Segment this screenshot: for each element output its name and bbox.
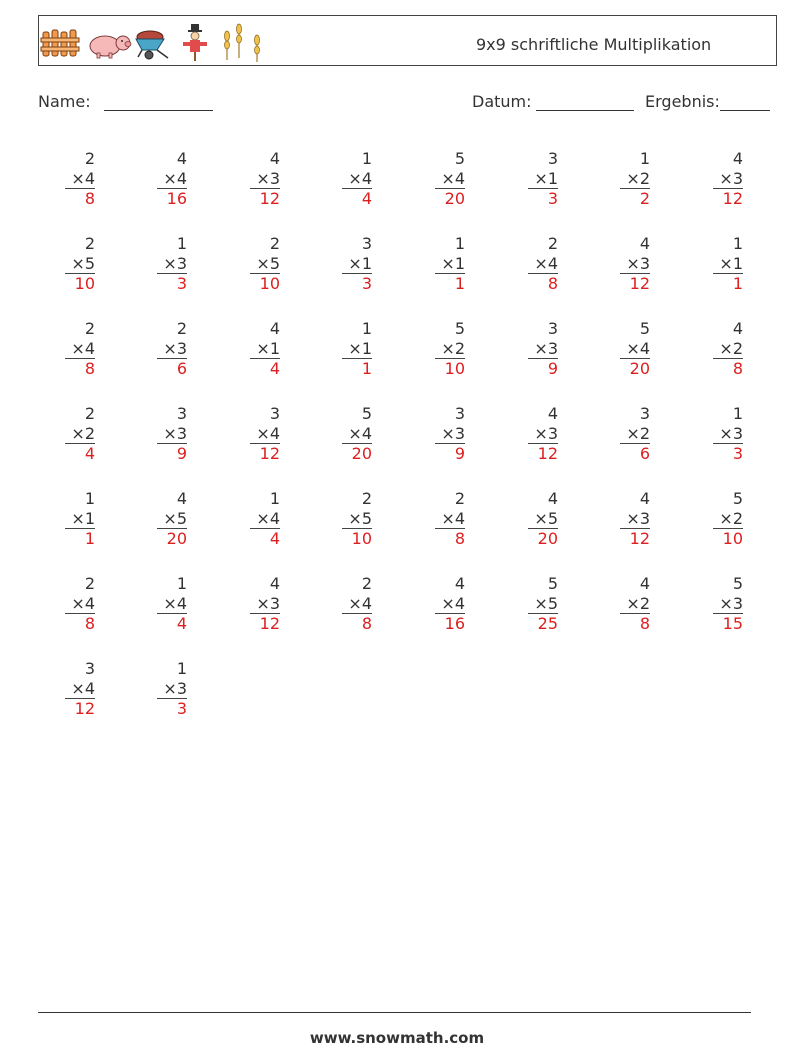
- problem-factor-b: ×2: [626, 423, 650, 443]
- problem-9: [65, 234, 95, 293]
- problem-38: [528, 489, 558, 548]
- problem-answer: 8: [65, 613, 95, 633]
- problem-factor-b: ×3: [163, 253, 187, 273]
- problem-41: [65, 574, 95, 633]
- problem-34: [157, 489, 187, 548]
- problem-factor-a: 4: [269, 574, 280, 593]
- problem-answer: 12: [65, 698, 95, 718]
- problem-factor-a: 1: [176, 574, 187, 593]
- problem-33: [65, 489, 95, 548]
- problem-answer: 10: [65, 273, 95, 293]
- problem-factor-b: ×3: [534, 338, 558, 358]
- problem-factor-a: 5: [454, 319, 465, 338]
- problem-factor-a: 5: [454, 149, 465, 168]
- problem-answer: 10: [342, 528, 372, 548]
- problem-factor-b: ×3: [163, 678, 187, 698]
- problem-answer: 1: [342, 358, 372, 378]
- problem-35: [250, 489, 280, 548]
- problem-factor-b: ×3: [534, 423, 558, 443]
- problem-factor-b: ×2: [626, 168, 650, 188]
- problem-answer: 9: [435, 443, 465, 463]
- problem-answer: 4: [157, 613, 187, 633]
- problem-factor-a: 5: [547, 574, 558, 593]
- problem-answer: 12: [250, 443, 280, 463]
- problem-factor-b: ×5: [348, 508, 372, 528]
- problem-1: [65, 149, 95, 208]
- problem-factor-a: 2: [454, 489, 465, 508]
- problem-answer: 15: [713, 613, 743, 633]
- problem-answer: 3: [342, 273, 372, 293]
- problem-factor-b: ×5: [71, 253, 95, 273]
- wheelbarrow-icon: [136, 31, 168, 59]
- problem-answer: 1: [435, 273, 465, 293]
- problem-factor-b: ×2: [626, 593, 650, 613]
- problem-factor-b: ×1: [534, 168, 558, 188]
- problem-factor-b: ×4: [71, 338, 95, 358]
- problem-answer: 4: [65, 443, 95, 463]
- problem-answer: 8: [620, 613, 650, 633]
- problem-42: [157, 574, 187, 633]
- problem-factor-b: ×1: [256, 338, 280, 358]
- problem-31: [620, 404, 650, 463]
- problem-6: [528, 149, 558, 208]
- problem-answer: 20: [435, 188, 465, 208]
- problem-29: [435, 404, 465, 463]
- problem-answer: 9: [157, 443, 187, 463]
- problem-factor-b: ×3: [719, 423, 743, 443]
- result-field[interactable]: [720, 110, 770, 111]
- problem-16: [713, 234, 743, 293]
- problem-answer: 16: [157, 188, 187, 208]
- problem-factor-b: ×3: [441, 423, 465, 443]
- problem-44: [342, 574, 372, 633]
- scarecrow-icon: [183, 24, 207, 61]
- problem-answer: 12: [250, 613, 280, 633]
- problem-15: [620, 234, 650, 293]
- problem-13: [435, 234, 465, 293]
- problem-factor-b: ×3: [626, 508, 650, 528]
- problem-factor-b: ×4: [441, 168, 465, 188]
- problem-factor-a: 1: [176, 659, 187, 678]
- problem-factor-a: 2: [361, 574, 372, 593]
- problem-32: [713, 404, 743, 463]
- problem-factor-b: ×4: [163, 593, 187, 613]
- problem-factor-b: ×3: [256, 593, 280, 613]
- name-field[interactable]: [104, 110, 213, 111]
- header-icons: [39, 20, 269, 62]
- problem-factor-b: ×4: [441, 593, 465, 613]
- problem-factor-a: 3: [454, 404, 465, 423]
- problem-answer: 20: [157, 528, 187, 548]
- wheat-icon: [225, 24, 260, 62]
- date-label: Datum:: [472, 92, 532, 111]
- problem-factor-a: 4: [639, 574, 650, 593]
- problem-factor-a: 2: [84, 574, 95, 593]
- problem-answer: 12: [250, 188, 280, 208]
- problem-answer: 8: [435, 528, 465, 548]
- problem-factor-b: ×4: [71, 678, 95, 698]
- problem-factor-a: 5: [732, 489, 743, 508]
- problem-37: [435, 489, 465, 548]
- problem-factor-b: ×4: [256, 423, 280, 443]
- problem-factor-b: ×4: [256, 508, 280, 528]
- problem-factor-b: ×2: [71, 423, 95, 443]
- problem-factor-a: 4: [732, 319, 743, 338]
- problem-factor-b: ×3: [163, 423, 187, 443]
- problem-26: [157, 404, 187, 463]
- problem-factor-a: 1: [269, 489, 280, 508]
- problem-factor-a: 1: [361, 149, 372, 168]
- problem-factor-a: 3: [547, 319, 558, 338]
- problem-answer: 2: [620, 188, 650, 208]
- problem-factor-a: 4: [547, 489, 558, 508]
- problem-19: [250, 319, 280, 378]
- problem-21: [435, 319, 465, 378]
- problem-answer: 3: [157, 273, 187, 293]
- problem-3: [250, 149, 280, 208]
- problem-39: [620, 489, 650, 548]
- problem-factor-b: ×1: [348, 338, 372, 358]
- problem-answer: 4: [250, 358, 280, 378]
- problem-14: [528, 234, 558, 293]
- problem-factor-a: 3: [176, 404, 187, 423]
- problem-factor-b: ×1: [719, 253, 743, 273]
- problem-factor-a: 4: [176, 149, 187, 168]
- problem-20: [342, 319, 372, 378]
- problem-30: [528, 404, 558, 463]
- problem-answer: 3: [528, 188, 558, 208]
- problem-7: [620, 149, 650, 208]
- problem-8: [713, 149, 743, 208]
- problem-factor-a: 3: [84, 659, 95, 678]
- problem-answer: 16: [435, 613, 465, 633]
- problem-factor-a: 5: [361, 404, 372, 423]
- problem-5: [435, 149, 465, 208]
- problem-answer: 4: [342, 188, 372, 208]
- problem-17: [65, 319, 95, 378]
- problem-factor-b: ×2: [441, 338, 465, 358]
- problem-factor-a: 3: [639, 404, 650, 423]
- problem-factor-a: 1: [84, 489, 95, 508]
- problem-factor-b: ×3: [163, 338, 187, 358]
- problem-factor-a: 4: [639, 234, 650, 253]
- problem-factor-b: ×1: [348, 253, 372, 273]
- footer-site: www.snowmath.com: [309, 1029, 485, 1047]
- problem-factor-a: 2: [84, 404, 95, 423]
- problem-factor-a: 2: [269, 234, 280, 253]
- problem-4: [342, 149, 372, 208]
- problem-factor-b: ×4: [534, 253, 558, 273]
- problem-10: [157, 234, 187, 293]
- problem-factor-b: ×4: [348, 593, 372, 613]
- problem-answer: 20: [342, 443, 372, 463]
- name-label: Name:: [38, 92, 91, 111]
- problem-answer: 10: [435, 358, 465, 378]
- footer-divider: [38, 1012, 751, 1013]
- problem-answer: 25: [528, 613, 558, 633]
- date-field[interactable]: [536, 110, 634, 111]
- problem-factor-a: 5: [639, 319, 650, 338]
- problem-22: [528, 319, 558, 378]
- problem-factor-a: 1: [732, 404, 743, 423]
- problem-factor-b: ×1: [441, 253, 465, 273]
- problem-factor-a: 1: [732, 234, 743, 253]
- problem-43: [250, 574, 280, 633]
- problem-factor-a: 5: [732, 574, 743, 593]
- problem-answer: 12: [713, 188, 743, 208]
- problem-18: [157, 319, 187, 378]
- problem-factor-a: 4: [454, 574, 465, 593]
- problem-answer: 4: [250, 528, 280, 548]
- problem-45: [435, 574, 465, 633]
- problem-answer: 1: [65, 528, 95, 548]
- problem-answer: 8: [65, 188, 95, 208]
- problem-12: [342, 234, 372, 293]
- problem-factor-b: ×3: [626, 253, 650, 273]
- problem-factor-a: 1: [361, 319, 372, 338]
- problem-factor-a: 4: [269, 149, 280, 168]
- problem-factor-b: ×4: [626, 338, 650, 358]
- problem-factor-b: ×3: [719, 168, 743, 188]
- problem-48: [713, 574, 743, 633]
- result-label: Ergebnis:: [645, 92, 720, 111]
- problem-answer: 9: [528, 358, 558, 378]
- problem-factor-a: 2: [84, 149, 95, 168]
- problem-factor-b: ×5: [163, 508, 187, 528]
- problem-factor-a: 3: [361, 234, 372, 253]
- problem-47: [620, 574, 650, 633]
- problem-11: [250, 234, 280, 293]
- problem-25: [65, 404, 95, 463]
- problem-49: [65, 659, 95, 718]
- problem-answer: 6: [157, 358, 187, 378]
- problem-46: [528, 574, 558, 633]
- problem-factor-b: ×3: [719, 593, 743, 613]
- problem-answer: 8: [65, 358, 95, 378]
- problem-24: [713, 319, 743, 378]
- problem-answer: 12: [620, 528, 650, 548]
- problem-28: [342, 404, 372, 463]
- problem-factor-a: 3: [547, 149, 558, 168]
- problem-answer: 1: [713, 273, 743, 293]
- problem-factor-b: ×5: [534, 593, 558, 613]
- problem-answer: 10: [713, 528, 743, 548]
- problem-factor-b: ×3: [256, 168, 280, 188]
- problem-answer: 10: [250, 273, 280, 293]
- problem-factor-b: ×2: [719, 508, 743, 528]
- problem-factor-a: 2: [84, 234, 95, 253]
- problem-factor-b: ×5: [256, 253, 280, 273]
- problem-factor-a: 1: [176, 234, 187, 253]
- problem-factor-b: ×4: [441, 508, 465, 528]
- problem-factor-a: 2: [361, 489, 372, 508]
- problem-factor-b: ×4: [71, 168, 95, 188]
- problem-answer: 12: [528, 443, 558, 463]
- page-title: 9x9 schriftliche Multiplikation: [476, 35, 712, 54]
- problem-answer: 8: [342, 613, 372, 633]
- fence-icon: [41, 30, 79, 56]
- problem-factor-b: ×4: [348, 168, 372, 188]
- problem-factor-a: 4: [547, 404, 558, 423]
- problem-factor-b: ×4: [163, 168, 187, 188]
- problem-answer: 3: [157, 698, 187, 718]
- problem-factor-a: 4: [732, 149, 743, 168]
- problem-answer: 6: [620, 443, 650, 463]
- problem-answer: 8: [528, 273, 558, 293]
- problem-factor-b: ×1: [71, 508, 95, 528]
- problem-2: [157, 149, 187, 208]
- problem-factor-a: 2: [84, 319, 95, 338]
- problem-50: [157, 659, 187, 718]
- problem-23: [620, 319, 650, 378]
- problem-factor-a: 1: [639, 149, 650, 168]
- problem-27: [250, 404, 280, 463]
- problem-factor-a: 4: [639, 489, 650, 508]
- problem-factor-a: 4: [176, 489, 187, 508]
- problem-answer: 20: [620, 358, 650, 378]
- problem-factor-a: 3: [269, 404, 280, 423]
- header-box: [38, 15, 777, 66]
- problem-answer: 8: [713, 358, 743, 378]
- problem-answer: 3: [713, 443, 743, 463]
- problem-factor-a: 4: [269, 319, 280, 338]
- pig-icon: [90, 36, 131, 58]
- problem-36: [342, 489, 372, 548]
- problem-factor-b: ×4: [71, 593, 95, 613]
- problem-factor-a: 1: [454, 234, 465, 253]
- problem-factor-b: ×5: [534, 508, 558, 528]
- problem-factor-a: 2: [176, 319, 187, 338]
- problem-answer: 12: [620, 273, 650, 293]
- problem-factor-b: ×4: [348, 423, 372, 443]
- problem-answer: 20: [528, 528, 558, 548]
- problem-factor-b: ×2: [719, 338, 743, 358]
- problem-factor-a: 2: [547, 234, 558, 253]
- problem-40: [713, 489, 743, 548]
